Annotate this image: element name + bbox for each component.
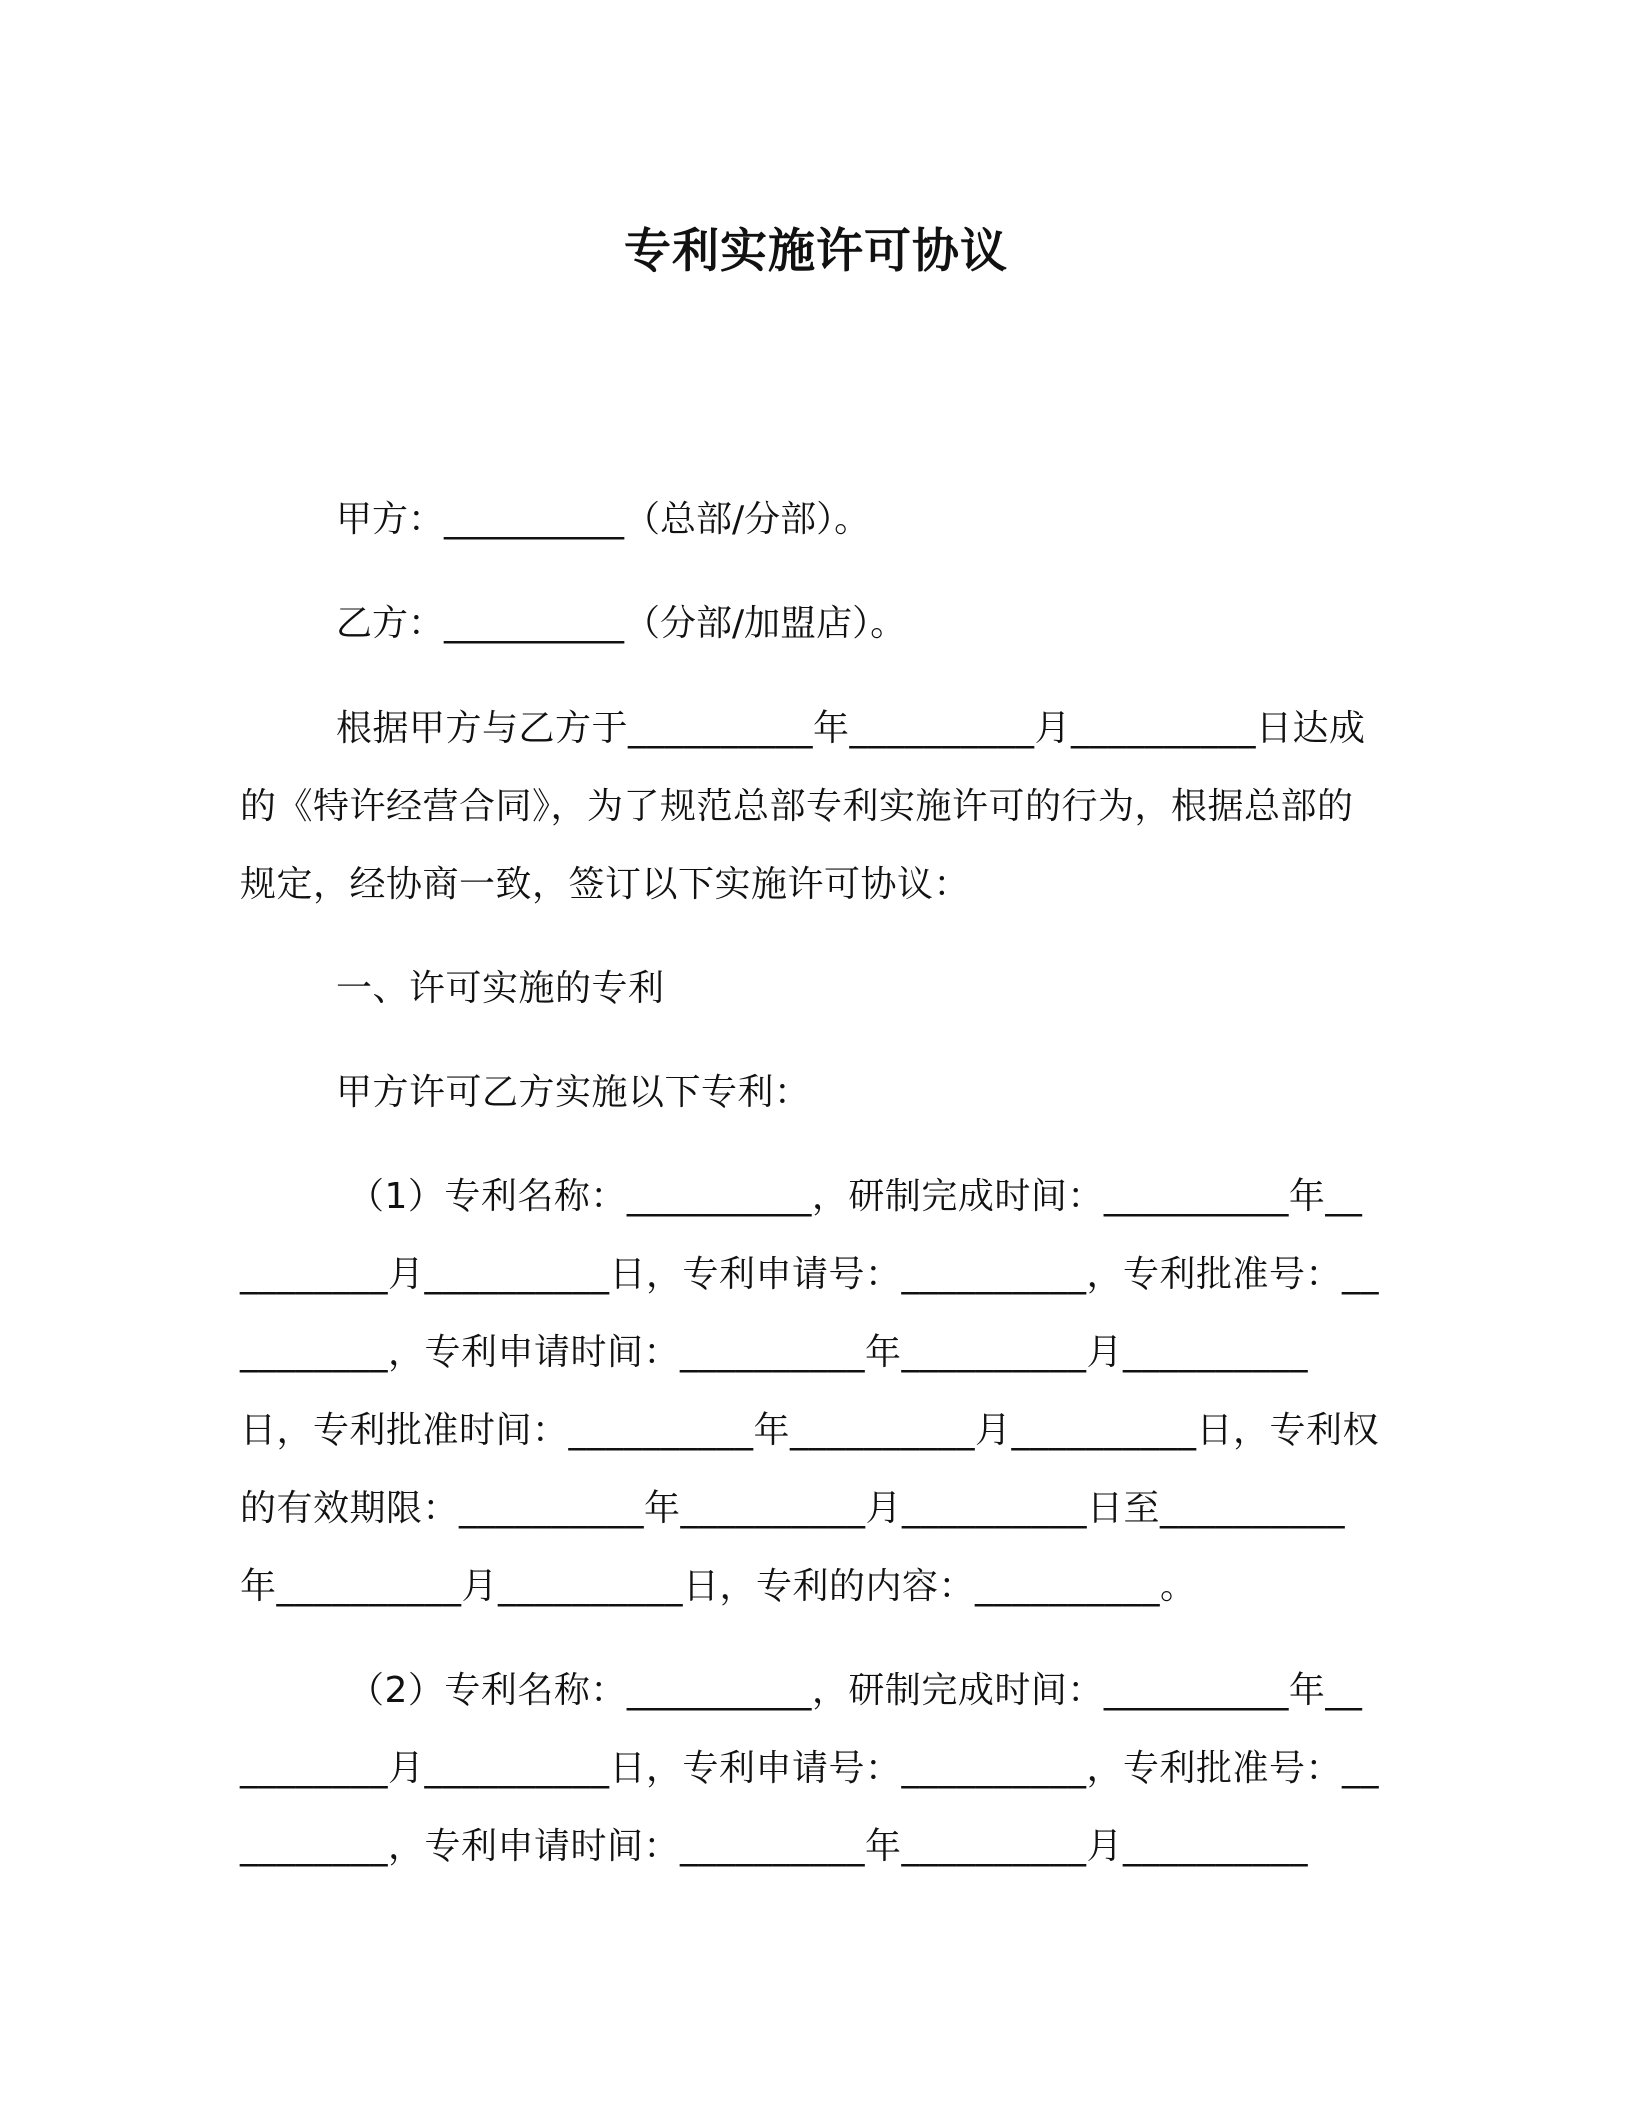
document-body <box>240 690 1380 1886</box>
party-b-line: 乙方：__________（分部/加盟店）。 <box>336 603 907 644</box>
party-a-line: 甲方：__________（总部/分部）。 <box>336 499 871 540</box>
intro-paragraph: 根据甲方与乙方于__________年__________月__________日达成的《特许经营合同》，为了规范总部专利实施许可的行为，根据总部的规定，经协商一致，签订以下实施许可协议： <box>240 708 1366 905</box>
section1-lead: 甲方许可乙方实施以下专利： <box>336 1072 811 1113</box>
document-title: 专利实施许可协议 <box>624 224 1008 279</box>
patent-item-1: （1）专利名称：__________，研制完成时间：__________年__________月__________日，专利申请号：__________，专利批准号：__________，专利申请时间：__________年__________月__________日，专利批准时间：__________年__________月__________日，专利权的有效期限：__________年__________月__________日至__________年__________月__________日，专利的内容：__________。 <box>240 1176 1380 1607</box>
section1-heading: 一、许可实施的专利 <box>336 968 665 1009</box>
patent-item-2: （2）专利名称：__________，研制完成时间：__________年__________月__________日，专利申请号：__________，专利批准号：__________，专利申请时间：__________年__________月__________ <box>240 1670 1380 1867</box>
